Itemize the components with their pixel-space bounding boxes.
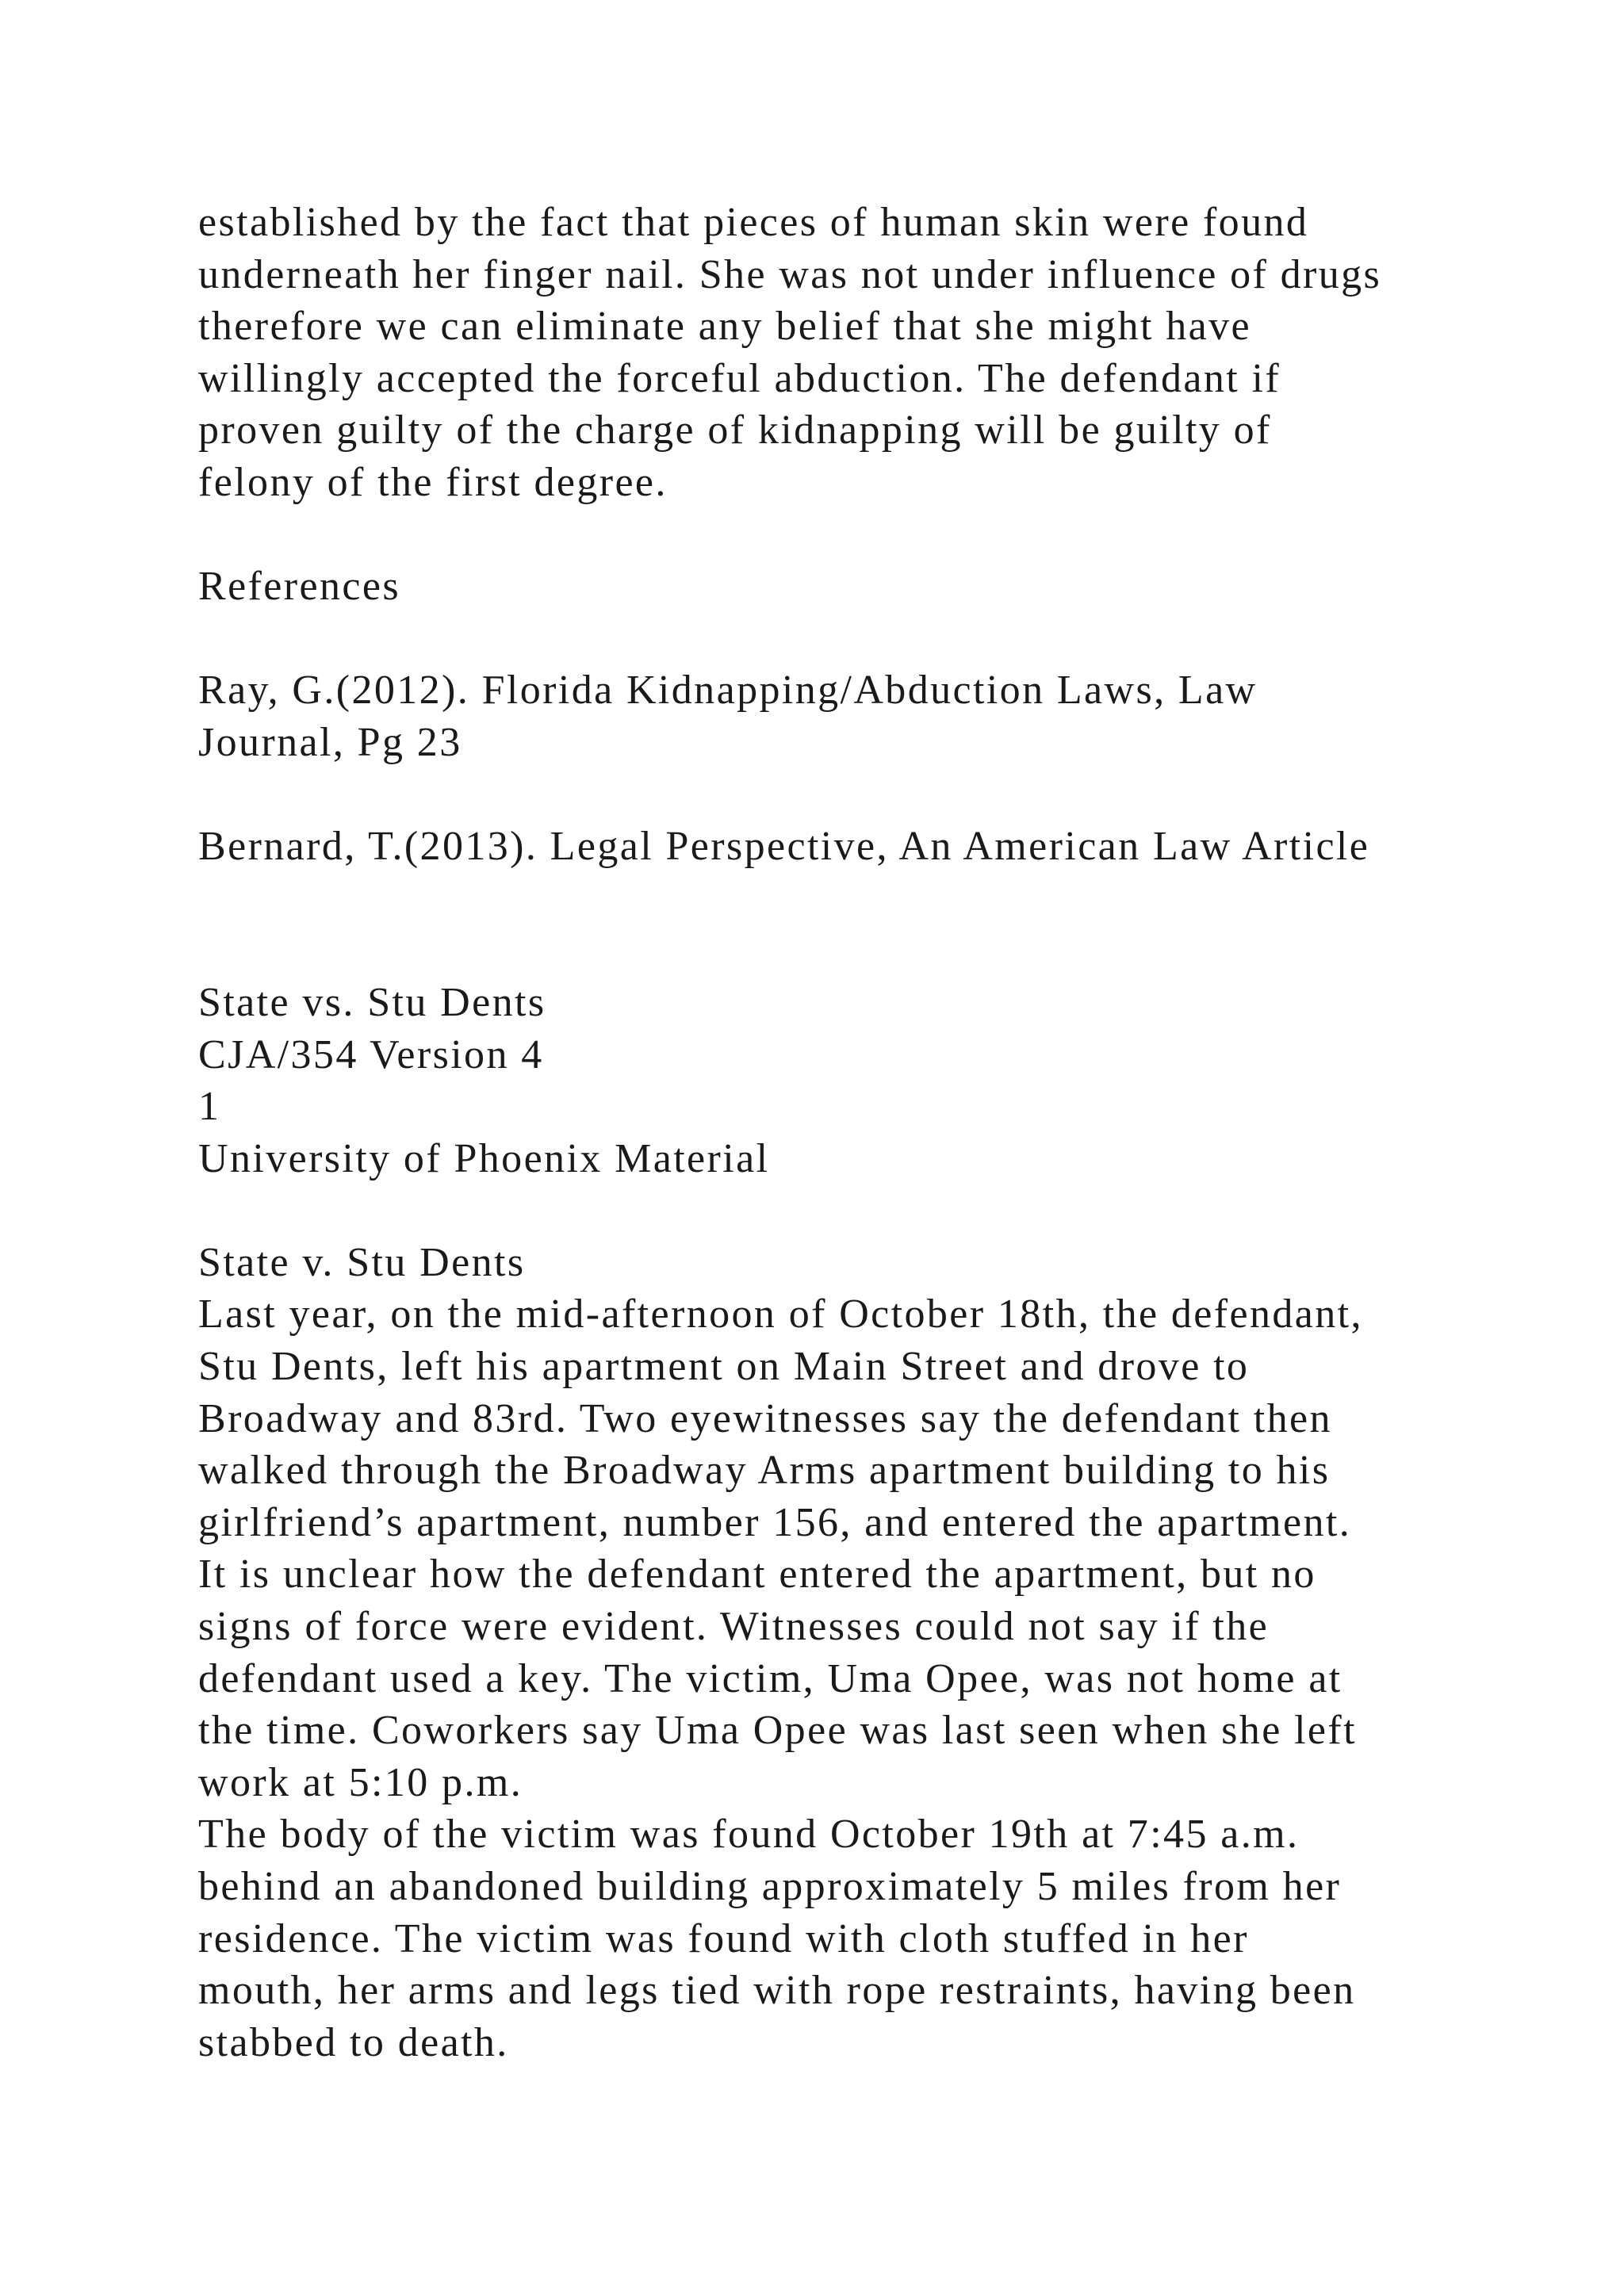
text-line: underneath her finger nail. She was not under influence of drugs [198,251,1382,297]
text-line: signs of force were evident. Witnesses could not say if the [198,1604,1270,1650]
text-line: therefore we can eliminate any belief that she might have [198,304,1251,350]
text-line: work at 5:10 p.m. [198,1759,523,1805]
references-heading-text: References [198,564,400,610]
case-title: State v. Stu Dents [198,1239,526,1285]
text-line: defendant used a key. The victim, Uma Opee, was not home at [198,1655,1342,1701]
spacer [198,613,1530,665]
text-line: felony of the first degree. [198,459,668,505]
spacer [198,1184,1530,1237]
text-line: girlfriend’s apartment, number 156, and entered the apartment. [198,1499,1352,1545]
reference-line: Bernard, T.(2013). Legal Perspective, An American Law Article [198,824,1370,870]
text-line: The body of the victim was found October 19th at 7:45 a.m. [198,1812,1300,1858]
case-header-title: State vs. Stu Dents [198,979,546,1025]
reference-entry [198,664,1530,768]
text-line: the time. Coworkers say Uma Opee was last seen when she left [198,1708,1357,1754]
intro-paragraph [198,197,1530,509]
text-line: established by the fact that pieces of human skin were found [198,200,1309,245]
spacer [198,769,1530,821]
reference-line: Journal, Pg 23 [198,719,462,765]
spacer [198,509,1530,561]
text-line: behind an abandoned building approximately 5 miles from her [198,1864,1342,1909]
reference-entry [198,821,1530,873]
case-section [198,1237,1530,2069]
text-line: stabbed to death. [198,2019,509,2065]
text-line: willingly accepted the forceful abduction. The defendant if [198,355,1281,401]
reference-line: Ray, G.(2012). Florida Kidnapping/Abduction Laws, Law [198,668,1258,714]
header-block [198,977,1530,1184]
text-line: Last year, on the mid-afternoon of October 18th, the defendant, [198,1292,1363,1337]
page-number: 1 [198,1084,221,1130]
spacer [198,873,1530,977]
document-body [198,197,1530,2068]
course-code: CJA/354 Version 4 [198,1031,544,1077]
material-source: University of Phoenix Material [198,1135,770,1181]
text-line: proven guilty of the charge of kidnapping will be guilty of [198,408,1272,453]
text-line: Stu Dents, left his apartment on Main Street and drove to [198,1344,1250,1390]
text-line: walked through the Broadway Arms apartment building to his [198,1448,1331,1494]
text-line: mouth, her arms and legs tied with rope restraints, having been [198,1968,1356,2014]
text-line: It is unclear how the defendant entered the apartment, but no [198,1552,1316,1598]
references-heading [198,561,1530,613]
text-line: residence. The victim was found with cloth stuffed in her [198,1915,1249,1961]
text-line: Broadway and 83rd. Two eyewitnesses say the defendant then [198,1395,1332,1441]
